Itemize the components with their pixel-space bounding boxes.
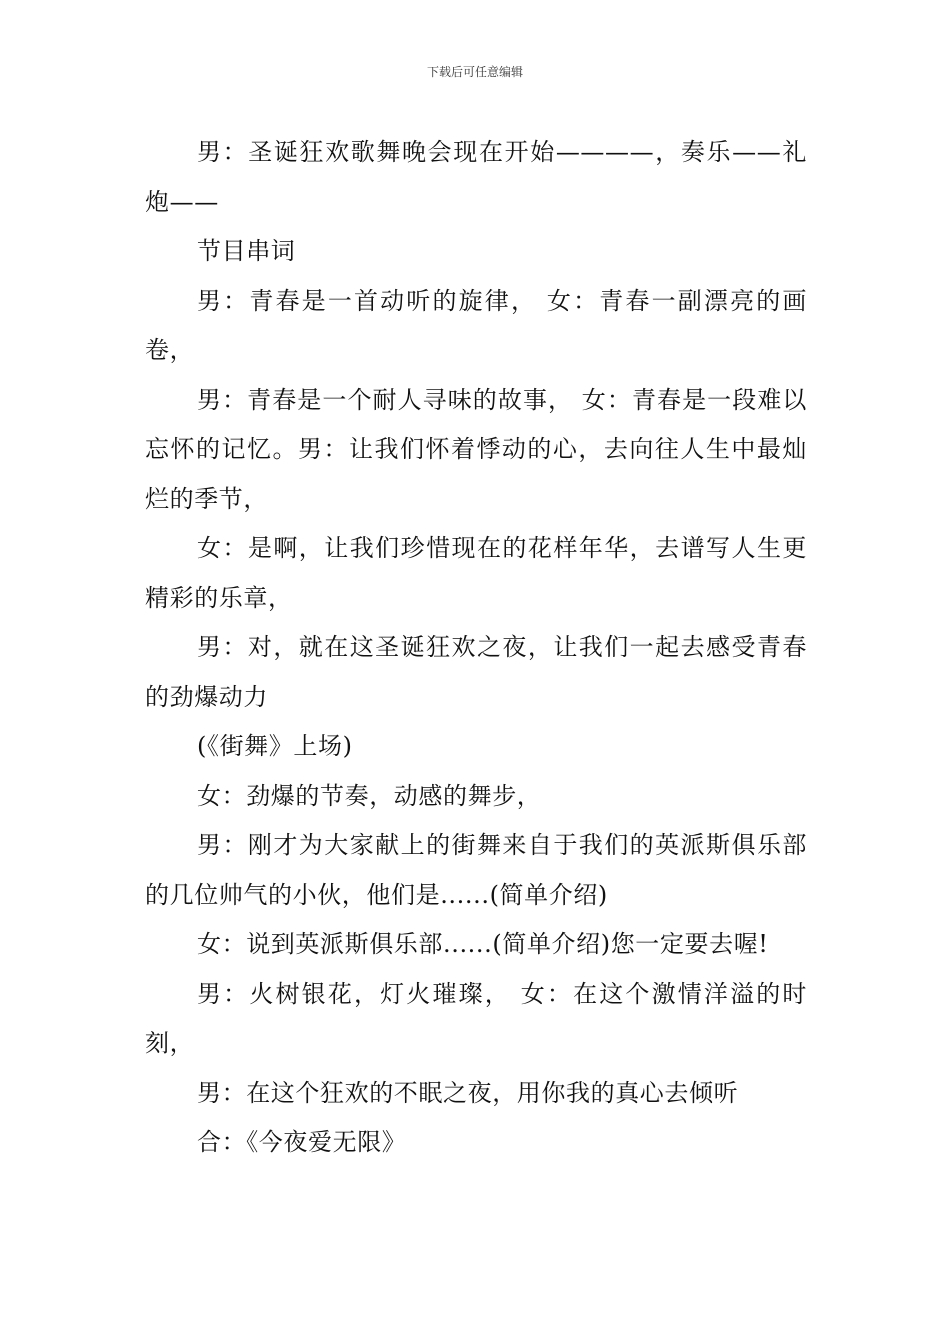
paragraph: 男：青春是一个耐人寻味的故事， 女：青春是一段难以忘怀的记忆。男：让我们怀着悸动的心，去向往人生中最灿烂的季节， [145, 385, 807, 513]
paragraph: 男：火树银花，灯火璀璨， 女：在这个激情洋溢的时刻， [145, 979, 807, 1057]
paragraph-closing: 合：《今夜爱无限》 [197, 1128, 407, 1156]
paragraph: 女：说到英派斯俱乐部......(简单介绍)您一定要去喔! [197, 930, 769, 958]
document-body [145, 128, 807, 1168]
page-header: 下载后可任意编辑 [426, 65, 523, 79]
paragraph: 男：青春是一首动听的旋律， 女：青春一副漂亮的画卷， [145, 286, 807, 364]
paragraph: 女：是啊，让我们珍惜现在的花样年华，去谱写人生更精彩的乐章， [145, 534, 807, 612]
paragraph-section-title: 节目串词 [197, 237, 296, 265]
paragraph: 男：刚才为大家献上的街舞来自于我们的英派斯俱乐部的几位帅气的小伙，他们是......(简单介绍) [145, 831, 807, 909]
paragraph-stage-direction: (《街舞》上场) [197, 732, 353, 760]
paragraph: 女：劲爆的节奏，动感的舞步， [197, 781, 542, 810]
paragraph-opening: 男：圣诞狂欢歌舞晚会现在开始————，奏乐——礼炮—— [145, 138, 807, 216]
paragraph: 男：对，就在这圣诞狂欢之夜，让我们一起去感受青春的劲爆动力 [145, 633, 807, 711]
paragraph: 男：在这个狂欢的不眠之夜，用你我的真心去倾听 [197, 1078, 739, 1107]
